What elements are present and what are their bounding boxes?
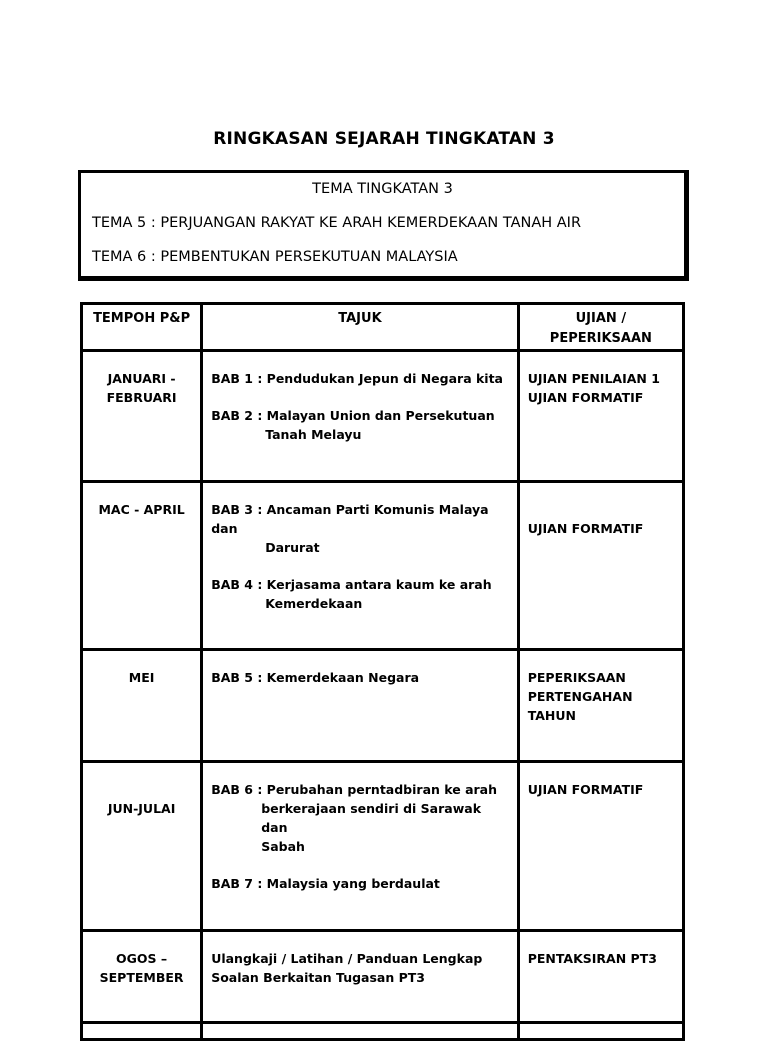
header-tempoh bbox=[82, 304, 202, 351]
schedule-table bbox=[80, 302, 685, 1041]
bab-text: BAB 4 : Kerjasama antara kaum ke arah bbox=[211, 577, 492, 592]
table-row bbox=[82, 482, 684, 650]
bab-text: berkerajaan sendiri di Sarawak dan bbox=[261, 801, 482, 835]
tempoh-text: JUN-JULAI bbox=[107, 801, 176, 816]
tema-6-line: TEMA 6 : PEMBENTUKAN PERSEKUTUAN MALAYSIA bbox=[92, 249, 458, 265]
tempoh-cell bbox=[82, 482, 202, 650]
bab-entry bbox=[211, 575, 511, 613]
header-ujian-label-1: UJIAN / bbox=[575, 311, 627, 326]
document-title: RINGKASAN SEJARAH TINGKATAN 3 bbox=[213, 129, 555, 149]
empty-cell bbox=[518, 1023, 683, 1040]
tempoh-cell bbox=[82, 351, 202, 482]
tajuk-text: Ulangkaji / Latihan / Panduan Lengkap bbox=[211, 951, 483, 966]
tajuk-cell bbox=[202, 351, 519, 482]
bab-entry bbox=[211, 668, 511, 687]
bab-text: BAB 1 : Pendudukan Jepun di Negara kita bbox=[211, 371, 503, 386]
bab-text: BAB 5 : Kemerdekaan Negara bbox=[211, 670, 420, 685]
bab-entry bbox=[211, 874, 511, 893]
ujian-text: UJIAN FORMATIF bbox=[527, 521, 644, 536]
tempoh-cell bbox=[82, 650, 202, 762]
ujian-text: UJIAN FORMATIF bbox=[527, 390, 644, 405]
tajuk-text: Soalan Berkaitan Tugasan PT3 bbox=[211, 970, 425, 985]
tajuk-cell bbox=[202, 650, 519, 762]
bab-text: Sabah bbox=[261, 839, 305, 854]
table-row-empty bbox=[82, 1023, 684, 1040]
ujian-cell bbox=[518, 482, 683, 650]
tempoh-cell bbox=[82, 762, 202, 931]
bab-entry bbox=[211, 406, 511, 444]
header-tajuk-label: TAJUK bbox=[338, 311, 382, 326]
ujian-cell bbox=[518, 351, 683, 482]
table-row bbox=[82, 762, 684, 931]
table-row bbox=[82, 931, 684, 1023]
header-ujian bbox=[518, 304, 683, 351]
ujian-text: PEPERIKSAAN bbox=[527, 670, 626, 685]
ujian-cell bbox=[518, 650, 683, 762]
tajuk-cell bbox=[202, 482, 519, 650]
tempoh-text: JANUARI - bbox=[107, 371, 176, 386]
ujian-text: UJIAN PENILAIAN 1 bbox=[527, 371, 660, 386]
tempoh-text: OGOS – bbox=[116, 951, 168, 966]
tema-box bbox=[78, 170, 689, 281]
ujian-cell bbox=[518, 931, 683, 1023]
tempoh-text: MAC - APRIL bbox=[98, 502, 185, 517]
bab-entry bbox=[211, 780, 511, 856]
ujian-text: PENTAKSIRAN PT3 bbox=[527, 951, 657, 966]
tempoh-text: FEBRUARI bbox=[106, 390, 177, 405]
table-row bbox=[82, 650, 684, 762]
bab-entry bbox=[211, 500, 511, 557]
ujian-text: PERTENGAHAN bbox=[527, 689, 633, 704]
ujian-cell bbox=[518, 762, 683, 931]
tempoh-text: SEPTEMBER bbox=[99, 970, 184, 985]
table-header-row bbox=[82, 304, 684, 351]
header-tajuk bbox=[202, 304, 519, 351]
bab-text: BAB 3 : Ancaman Parti Komunis Malaya dan bbox=[211, 502, 489, 536]
bab-text: BAB 7 : Malaysia yang berdaulat bbox=[211, 876, 440, 891]
ujian-text: TAHUN bbox=[527, 708, 577, 723]
table-row bbox=[82, 351, 684, 482]
bab-text: Darurat bbox=[265, 540, 320, 555]
tema-heading: TEMA TINGKATAN 3 bbox=[312, 181, 453, 197]
bab-text: Kemerdekaan bbox=[265, 596, 363, 611]
tema-5-line: TEMA 5 : PERJUANGAN RAKYAT KE ARAH KEMERDEKAAN TANAH AIR bbox=[92, 215, 582, 231]
tempoh-text: MEI bbox=[128, 670, 155, 685]
bab-text: Tanah Melayu bbox=[265, 427, 362, 442]
bab-entry bbox=[211, 369, 511, 388]
bab-text: BAB 6 : Perubahan perntadbiran ke arah bbox=[211, 782, 498, 797]
tajuk-cell bbox=[202, 762, 519, 931]
header-tempoh-label: TEMPOH P&P bbox=[93, 311, 191, 326]
empty-cell bbox=[202, 1023, 519, 1040]
header-ujian-label-2: PEPERIKSAAN bbox=[549, 331, 652, 346]
tempoh-cell bbox=[82, 931, 202, 1023]
bab-text: BAB 2 : Malayan Union dan Persekutuan bbox=[211, 408, 495, 423]
tajuk-cell bbox=[202, 931, 519, 1023]
ujian-text: UJIAN FORMATIF bbox=[527, 782, 644, 797]
empty-cell bbox=[82, 1023, 202, 1040]
